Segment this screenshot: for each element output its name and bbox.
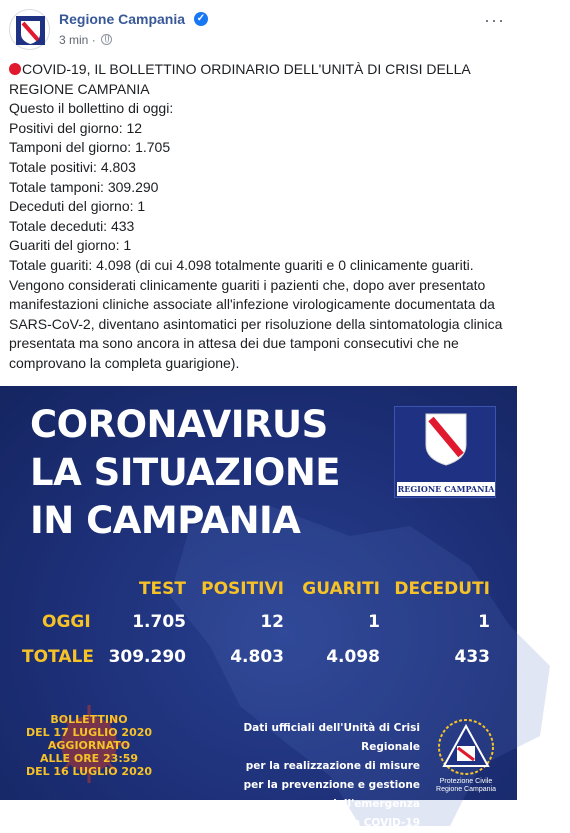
post-line: Totale guariti: 4.098 (di cui 4.098 totalmente guariti e 0 clinicamente guariti. Vengono considerati clinicamente guariti i pazienti che, dopo aver presentato manifestazioni cliniche associate all'infezione virologicamente documentata da SARS-CoV-2, diventano asintomatici per risoluzione della sintomatologia clinica presentata ma sono ancora in attesa dei due tamponi consecutivi che ne comprovano la completa guarigione). bbox=[9, 256, 503, 371]
logo-caption: REGIONE CAMPANIA bbox=[397, 484, 495, 494]
protezione-civile-logo-icon bbox=[437, 718, 495, 776]
banner-title-line1: CORONAVIRUS bbox=[30, 403, 328, 446]
post-line: Guariti del giorno: 1 bbox=[9, 237, 132, 254]
banner-title-line2: LA SITUAZIONE bbox=[30, 451, 341, 494]
post-line: Totale deceduti: 433 bbox=[9, 217, 135, 234]
col-header-positivi: POSITIVI bbox=[201, 579, 284, 599]
page-name-link[interactable]: Regione Campania bbox=[59, 11, 186, 27]
more-options-button[interactable]: ··· bbox=[484, 10, 505, 30]
protezione-civile-caption: Protezione Civile Regione Campania bbox=[436, 778, 496, 793]
post-line: Questo il bollettino di oggi: bbox=[9, 100, 174, 117]
row-label-oggi: OGGI bbox=[42, 612, 91, 632]
red-circle-icon bbox=[9, 63, 21, 75]
meta-separator: · bbox=[91, 33, 96, 47]
cell-totale-test: 309.290 bbox=[108, 647, 186, 667]
page-avatar[interactable] bbox=[9, 9, 50, 50]
post-line: Positivi del giorno: 12 bbox=[9, 119, 143, 136]
row-label-totale: TOTALE bbox=[22, 647, 94, 667]
cell-oggi-guariti: 1 bbox=[368, 612, 380, 632]
regione-campania-logo bbox=[394, 406, 496, 498]
verified-badge-icon: ✓ bbox=[194, 12, 208, 26]
post-line: Deceduti del giorno: 1 bbox=[9, 198, 146, 215]
post-timestamp[interactable]: 3 min bbox=[59, 33, 89, 47]
post-image[interactable] bbox=[0, 386, 517, 829]
post-line: Totale positivi: 4.803 bbox=[9, 158, 136, 175]
post-line: Totale tamponi: 309.290 bbox=[9, 178, 159, 195]
cell-totale-positivi: 4.803 bbox=[230, 647, 284, 667]
post-header bbox=[0, 0, 517, 56]
banner-title-line3: IN CAMPANIA bbox=[30, 499, 301, 542]
post-headline: COVID-19, IL BOLLETTINO ORDINARIO DELL'UNITÀ DI CRISI DELLA REGIONE CAMPANIA bbox=[9, 61, 470, 97]
data-source-note: Dati ufficiali dell'Unità di Crisi Regionale per la realizzazione di misure per la prevenzione e gestione dell'emergenza epidemiologica da COVID-19 bbox=[243, 722, 420, 829]
post-meta bbox=[59, 33, 112, 47]
cell-oggi-deceduti: 1 bbox=[478, 612, 490, 632]
cell-totale-deceduti: 433 bbox=[454, 647, 490, 667]
globe-icon[interactable] bbox=[101, 34, 112, 45]
col-header-guariti: GUARITI bbox=[302, 579, 380, 599]
cell-oggi-positivi: 12 bbox=[260, 612, 284, 632]
col-header-test: TEST bbox=[138, 579, 186, 599]
bollettino-date: BOLLETTINO DEL 17 LUGLIO 2020 AGGIORNATO ALLE ORE 23:59 DEL 16 LUGLIO 2020 bbox=[25, 713, 153, 778]
post-line: Tamponi del giorno: 1.705 bbox=[9, 139, 171, 156]
cell-oggi-test: 1.705 bbox=[132, 612, 186, 632]
col-header-deceduti: DECEDUTI bbox=[394, 579, 490, 599]
regione-campania-logo-icon bbox=[10, 10, 51, 51]
cell-totale-guariti: 4.098 bbox=[326, 647, 380, 667]
post-body bbox=[9, 60, 509, 374]
shield-icon bbox=[423, 411, 469, 467]
